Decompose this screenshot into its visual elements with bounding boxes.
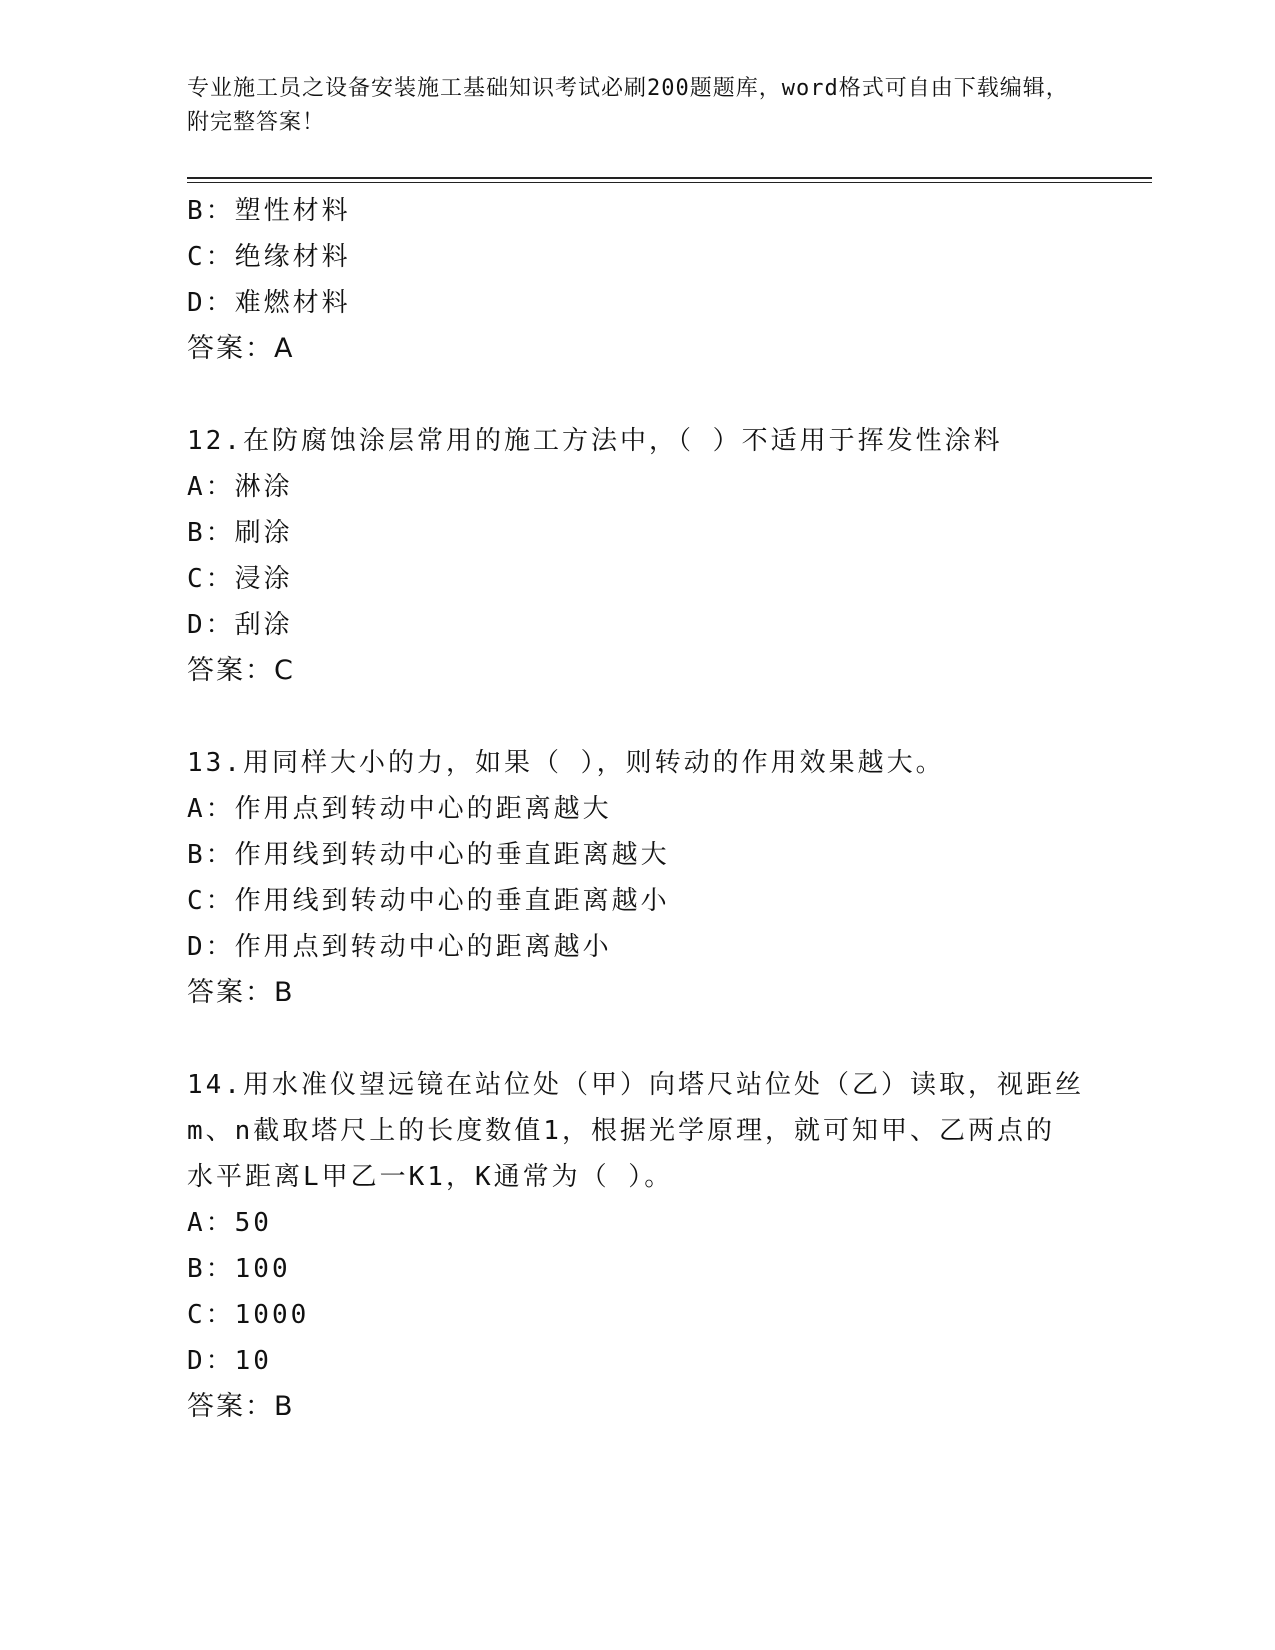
question-text: 12.在防腐蚀涂层常用的施工方法中，（ ）不适用于挥发性涂料: [187, 426, 1003, 456]
question-text: 13.用同样大小的力，如果（ ），则转动的作用效果越大。: [187, 748, 945, 778]
question-text-line-2: m、n截取塔尺上的长度数值1，根据光学原理，就可知甲、乙两点的: [187, 1116, 1055, 1146]
document-header: [187, 72, 1087, 140]
spacer: [187, 694, 1147, 740]
option-c: C：绝缘材料: [187, 242, 351, 272]
header-title: 专业施工员之设备安装施工基础知识考试必刷200题题库，word格式可自由下载编辑，附完整答案！: [187, 76, 1069, 135]
question-content: [187, 188, 1147, 1430]
header-rule-thick: [187, 177, 1152, 179]
option-d: D：刮涂: [187, 610, 293, 640]
question-text-line-1: 14.用水准仪望远镜在站位处（甲）向塔尺站位处（乙）读取，视距丝: [187, 1070, 1084, 1100]
question-text-line-3: 水平距离L甲乙一K1，K通常为（ ）。: [187, 1162, 674, 1192]
answer: 答案：C: [187, 655, 295, 686]
answer: 答案：B: [187, 1391, 295, 1422]
question-12: [187, 418, 1147, 694]
option-b: B：塑性材料: [187, 196, 351, 226]
option-b: B：刷涂: [187, 518, 293, 548]
option-b: B：100: [187, 1254, 291, 1284]
option-c: C：浸涂: [187, 564, 293, 594]
spacer: [187, 1016, 1147, 1062]
answer: 答案：B: [187, 977, 295, 1008]
header-rule-thin: [187, 182, 1152, 183]
answer: 答案：A: [187, 333, 295, 364]
question-13: [187, 740, 1147, 1016]
option-c: C：作用线到转动中心的垂直距离越小: [187, 886, 670, 916]
option-d: D：10: [187, 1346, 272, 1376]
option-d: D：难燃材料: [187, 288, 351, 318]
option-d: D：作用点到转动中心的距离越小: [187, 932, 612, 962]
option-a: A：作用点到转动中心的距离越大: [187, 794, 612, 824]
option-b: B：作用线到转动中心的垂直距离越大: [187, 840, 670, 870]
option-a: A：50: [187, 1208, 272, 1238]
option-a: A：淋涂: [187, 472, 293, 502]
question-14: [187, 1062, 1147, 1430]
question-11-tail: [187, 188, 1147, 372]
option-c: C：1000: [187, 1300, 310, 1330]
spacer: [187, 372, 1147, 418]
